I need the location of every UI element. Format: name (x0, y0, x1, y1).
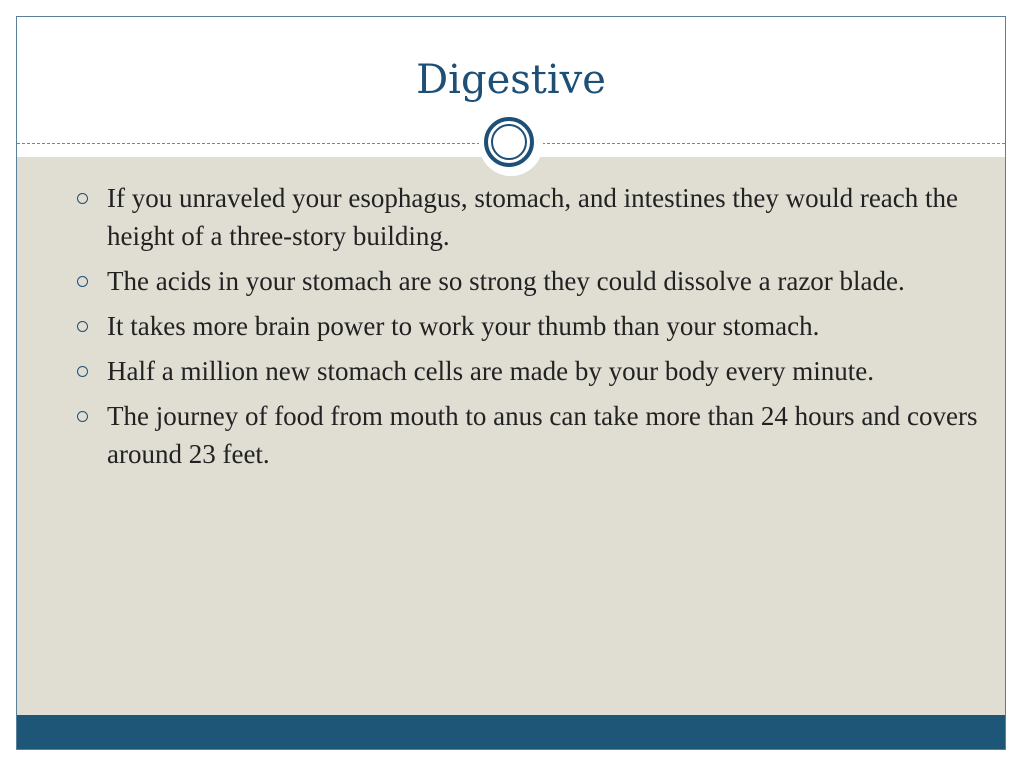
bullet-item (75, 307, 995, 345)
footer-bar (17, 715, 1005, 749)
bullet-text: Half a million new stomach cells are made by your body every minute. (107, 356, 875, 386)
circle-bullet-icon (77, 366, 88, 377)
circle-bullet-icon (77, 193, 88, 204)
bullet-item (75, 262, 995, 300)
circle-bullet-icon (77, 276, 88, 287)
bullet-item (75, 397, 995, 473)
bullet-text: The journey of food from mouth to anus can take more than 24 hours and covers around 23 feet. (107, 401, 978, 469)
bullet-list (75, 179, 995, 480)
circle-bullet-icon (77, 321, 88, 332)
slide-title: Digestive (416, 57, 606, 103)
circle-bullet-icon (77, 411, 88, 422)
slide (16, 16, 1006, 750)
bullet-item (75, 352, 995, 390)
ornament-inner-ring (491, 124, 527, 160)
bullet-text: The acids in your stomach are so strong they could dissolve a razor blade. (107, 266, 905, 296)
bullet-text: It takes more brain power to work your thumb than your stomach. (107, 311, 820, 341)
bullet-item (75, 179, 995, 255)
bullet-text: If you unraveled your esophagus, stomach, and intestines they would reach the height of a three-story building. (107, 183, 959, 251)
